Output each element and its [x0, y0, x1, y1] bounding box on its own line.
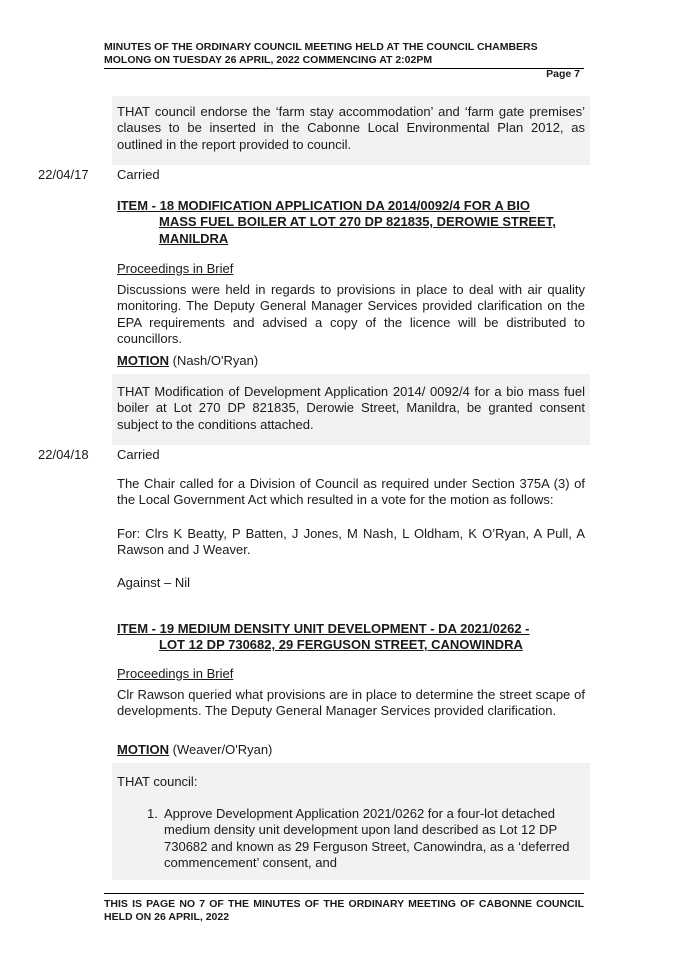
list-item-text: Approve Development Application 2021/0262 for a four-lot detached medium density unit development upon land described as Lot 12 DP 730682 and known as 29 Ferguson Street, Canowindra, as a ‘deferred commencement’ consent, and	[164, 806, 570, 871]
item-18-title-line-3: MANILDRA	[159, 230, 229, 246]
item-19-prefix: ITEM - 19	[117, 621, 175, 636]
motion-movers: (Nash/O'Ryan)	[169, 353, 259, 368]
resolution-number: 22/04/17	[38, 167, 89, 182]
item-18-proceedings-text: Discussions were held in regards to provisions in place to deal with air quality monitoring. The Deputy General Manager Services provided clarification on the EPA requirements and advised a copy of the licence will be distributed to councillors.	[117, 282, 585, 347]
resolution-status: Carried	[117, 167, 160, 182]
item-19-title-line-1: MEDIUM DENSITY UNIT DEVELOPMENT - DA 2021/0262 -	[174, 621, 530, 636]
motion-movers: (Weaver/O'Ryan)	[169, 742, 273, 757]
motion-label: MOTION	[117, 353, 169, 368]
item-19-proceedings-label: Proceedings in Brief	[117, 666, 234, 681]
item-18-proceedings-label: Proceedings in Brief	[117, 261, 234, 276]
item-18-title-line-2: MASS FUEL BOILER AT LOT 270 DP 821835, DEROWIE STREET,	[159, 214, 556, 230]
item-18-motion-text: THAT Modification of Development Application 2014/ 0092/4 for a bio mass fuel boiler at Lot 270 DP 821835, Derowie Street, Manildra, be granted consent subject to the conditions attached.	[117, 384, 585, 432]
header-line-1: MINUTES OF THE ORDINARY COUNCIL MEETING HELD AT THE COUNCIL CHAMBERS	[104, 41, 538, 53]
page-footer: THIS IS PAGE NO 7 OF THE MINUTES OF THE ORDINARY MEETING OF CABONNE COUNCIL HELD ON 26 APRIL, 2022	[104, 893, 584, 924]
page-header	[104, 41, 584, 69]
item-18-title-line-1: MODIFICATION APPLICATION DA 2014/0092/4 FOR A BIO	[174, 198, 530, 213]
item-18-heading	[117, 198, 585, 247]
item-19-heading	[117, 621, 585, 654]
motion-label: MOTION	[117, 742, 169, 757]
item-19-title-line-2: LOT 12 DP 730682, 29 FERGUSON STREET, CANOWINDRA	[159, 637, 523, 653]
page-number: Page 7	[546, 68, 580, 80]
division-for: For: Clrs K Beatty, P Batten, J Jones, M Nash, L Oldham, K O’Ryan, A Pull, A Rawson and J Weaver.	[117, 526, 585, 558]
item-18-motion	[117, 353, 258, 368]
intro-resolution-text: THAT council endorse the ‘farm stay accommodation’ and ‘farm gate premises’ clauses to be inserted in the Cabonne Local Environmental Plan 2012, as outlined in the report provided to council.	[117, 104, 585, 152]
division-against: Against – Nil	[117, 575, 190, 590]
list-item-number: 1.	[147, 806, 158, 821]
resolution-status: Carried	[117, 447, 160, 462]
division-text: The Chair called for a Division of Council as required under Section 375A (3) of the Local Government Act which resulted in a vote for the motion as follows:	[117, 476, 585, 508]
resolution-number: 22/04/18	[38, 447, 89, 462]
item-19-motion	[117, 742, 272, 757]
item-19-motion-intro: THAT council:	[117, 774, 198, 789]
item-18-prefix: ITEM - 18	[117, 198, 175, 213]
header-line-2: MOLONG ON TUESDAY 26 APRIL, 2022 COMMENCING AT 2:02PM	[104, 54, 584, 69]
item-19-proceedings-text: Clr Rawson queried what provisions are in place to determine the street scape of developments. The Deputy General Manager Services provided clarification.	[117, 687, 585, 719]
list-item	[147, 806, 585, 872]
